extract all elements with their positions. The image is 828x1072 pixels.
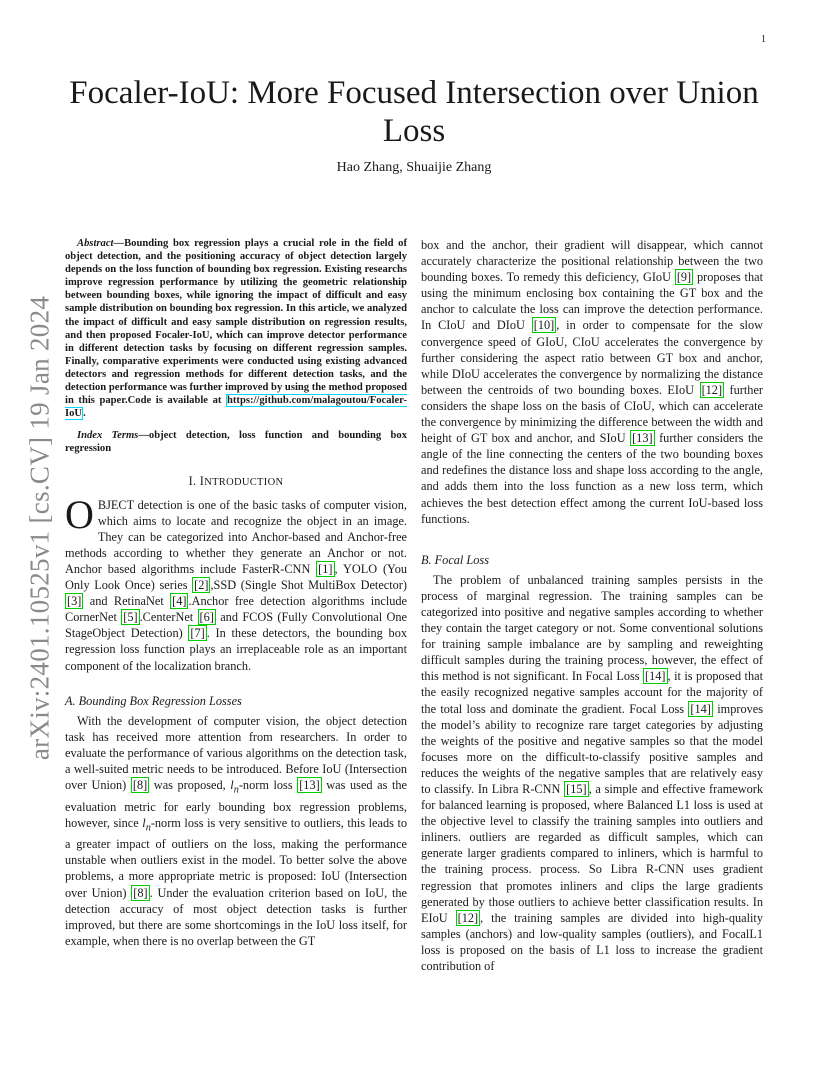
index-terms-lead: Index Terms bbox=[77, 430, 139, 442]
citation-link[interactable]: [14] bbox=[690, 701, 711, 716]
index-terms bbox=[65, 429, 407, 455]
abstract-lead: Abstract bbox=[77, 238, 114, 249]
abstract: Abstract—Bounding box regression plays a crucial role in the field of object detection, and the positioning accuracy of object detection largely depends on the loss function of bounding box regression. Existing researchs improve regression performance by utilizing the geometric relationship between bounding boxes, while ignoring the impact of difficult and easy sample distribution on bounding box regression. In this article, we analyzed the impact of difficult and easy sample distribution on regression results, and then proposed Focaler-IoU, which can improve detector performance in different detection tasks by focusing on different regression samples. Finally, comparative experiments were conducted using existing advanced detectors and regression methods for different detection tasks, and the detection performance was further improved by using the method proposed in this paper.Code is available at https://github.com/malagoutou/Focaler-IoU. bbox=[65, 238, 407, 420]
citation-link[interactable]: [14] bbox=[645, 669, 666, 684]
citation-link[interactable]: [12] bbox=[701, 382, 723, 397]
intro-paragraph: OBJECT detection is one of the basic tasks of computer vision, which aims to locate and recognize the object in an image. They can be categorized into Anchor-based and Anchor-free methods according to whether they generate an Anchor or not. Anchor based algorithms include FasterR-CNN [1] , YOLO (You Only Look Once) series [2] ,SSD (Single Shot MultiBox Detector) [3] and RetinaNet [4] .Anchor free detection algorithms include CornerNet [5] .CenterNet [6] and FCOS (Fully Convolutional One StageObject Detection) [7] . In these detectors, the bounding box regression loss function plays an irreplaceable role as an important component of the localization branch. bbox=[65, 491, 407, 673]
section-heading-introduction: I. INTRODUCTION bbox=[188, 473, 284, 488]
citation-link[interactable]: [12] bbox=[457, 910, 479, 925]
subsection-heading-focal-loss: B. Focal Loss bbox=[421, 552, 489, 567]
citation-link[interactable]: [15] bbox=[566, 782, 587, 796]
paper-authors: Hao Zhang, Shuaijie Zhang bbox=[336, 160, 492, 175]
page-number: 1 bbox=[761, 34, 766, 45]
citation-link[interactable]: [3] bbox=[67, 594, 82, 609]
drop-cap: O bbox=[65, 491, 94, 537]
citation-link[interactable]: [5] bbox=[123, 610, 138, 625]
left-column bbox=[65, 237, 407, 949]
citation-link[interactable]: [8] bbox=[133, 885, 148, 900]
focal-loss-paragraph: The problem of unbalanced training samples persists in the process of marginal regression. The training samples can be categorized into positive and negative samples according to whether they contain the target category or not. Some conventional solutions for training sample imbalance are by sampling and reweighting difficult samples during the training process, however, the effect of this method is not significant. In Focal Loss [14] , it is proposed that the easily recognized negative samples account for the majority of the total loss and dominate the gradient. Focal Loss [14] improves the model’s ability to recognize rare target categories by adjusting the weights of the positive and negative samples so that the model focuses more on the difficult-to-classify positive samples and reduces the weights of the negative samples that are relatively easy to classify. In Libra R-CNN [15] , a simple and effective framework for balanced learning is proposed, where Balanced L1 loss is used at the objective level to classify the training samples into outliers and inliners. outliers are regarded as difficult samples, which can generate larger gradients compared to inliners, which is harmful to the training process. process. So Libra R-CNN uses gradient regression that promotes inliners and clips the large gradients generated by those outliers to achieve better classification results. In EIoU [12] , the training samples are divided into high-quality samples (anchors) and low-quality samples (outliers), and FocalL1 loss is proposed on the basis of L1 loss to increase the gradient contribution of bbox=[421, 572, 763, 974]
bbox-losses-paragraph: With the development of computer vision, the object detection task has received more attention from researchers. In order to evaluate the performance of various algorithms on the detection task, a well-suited metric needs to be introduced. Before IoU (Intersection over Union) [8] was proposed, $l_n$-norm loss [13] was used as the evaluation metric for early bounding box regression problems, however, since $l_n$-norm loss is very sensitive to outliers, this leads to a greater impact of outliers on the loss, making the performance unstable when outliers exist in the model. To better solve the above problems, a more appropriate metric is proposed: IoU (Intersection over Union) [8] . Under the evaluation criterion based on IoU, the detection accuracy of most object detection tasks is further improved, but there are some shortcomings in the IoU loss itself, for example, when there is no overlap between the GT bbox=[65, 713, 408, 948]
arxiv-identifier-stamp: arXiv:2401.10525v1 [cs.CV] 19 Jan 2024 bbox=[24, 295, 55, 761]
code-url-link[interactable]: https://github.com/malagoutou/Focaler-IoU bbox=[65, 395, 407, 420]
citation-link[interactable]: [13] bbox=[299, 778, 320, 793]
citation-link[interactable]: [8] bbox=[132, 778, 148, 793]
citation-link[interactable]: [6] bbox=[199, 610, 214, 625]
citation-link[interactable]: [1] bbox=[318, 561, 333, 576]
right-column bbox=[421, 237, 763, 974]
iou-variants-paragraph: box and the anchor, their gradient will disappear, which cannot accurately characterize the positional relationship between the two bounding boxes. To remedy this deficiency, GIoU [9] proposes that using the minimum enclosing box containing the GT box and the anchor to calculate the loss can improve the detection performance. In CIoU and DIoU [10] , in order to compensate for the slow convergence speed of GIoU, CIoU accelerates the convergence by further considering the aspect ratio between GT box and anchor, while DIoU accelerates the convergence by normalizing the distance between the centroids of two bounding boxes. EIoU [12] further considers the shape loss on the basis of CIoU, which can accelerate the convergence by minimizing the difference between the width and height of GT box and anchor, and SIoU [13] further considers the angle of the line connecting the centers of the two bounding boxes and redefines the distance loss and shape loss according to the angle, and adds them into the loss function as a new loss term, which achieves the best detection effect among the current IoU-based loss functions. bbox=[421, 238, 764, 526]
citation-link[interactable]: [10] bbox=[533, 318, 555, 333]
citation-link[interactable]: [13] bbox=[632, 431, 653, 446]
index-terms-text: —object detection, loss function and bounding box regression bbox=[65, 430, 407, 455]
citation-link[interactable]: [4] bbox=[172, 594, 187, 609]
citation-link[interactable]: [7] bbox=[190, 626, 205, 641]
abstract-text: —Bounding box regression plays a crucial role in the field of object detection, and the positioning accuracy of object detection largely depends on the loss function of bounding box regression. Existing researchs improve regression performance by utilizing the geometric relationship between bounding boxes, while ignoring the impact of difficult and easy sample distribution on bounding box regression. In this article, we analyzed the impact of difficult and easy sample distribution on regression results, and then proposed Focaler-IoU, which can improve detector performance in different detection tasks by focusing on different regression samples. Finally, comparative experiments were conducted using existing advanced detectors and regression methods for different detection tasks, and the detection performance was further improved by using the method proposed in this paper.Code is available at bbox=[65, 238, 407, 407]
paper-title: Focaler-IoU: More Focused Intersection over Union Loss bbox=[69, 75, 759, 149]
citation-link[interactable]: [2] bbox=[194, 578, 209, 593]
citation-link[interactable]: [9] bbox=[676, 270, 692, 285]
subsection-heading-bbox-losses: A. Bounding Box Regression Losses bbox=[65, 693, 242, 708]
